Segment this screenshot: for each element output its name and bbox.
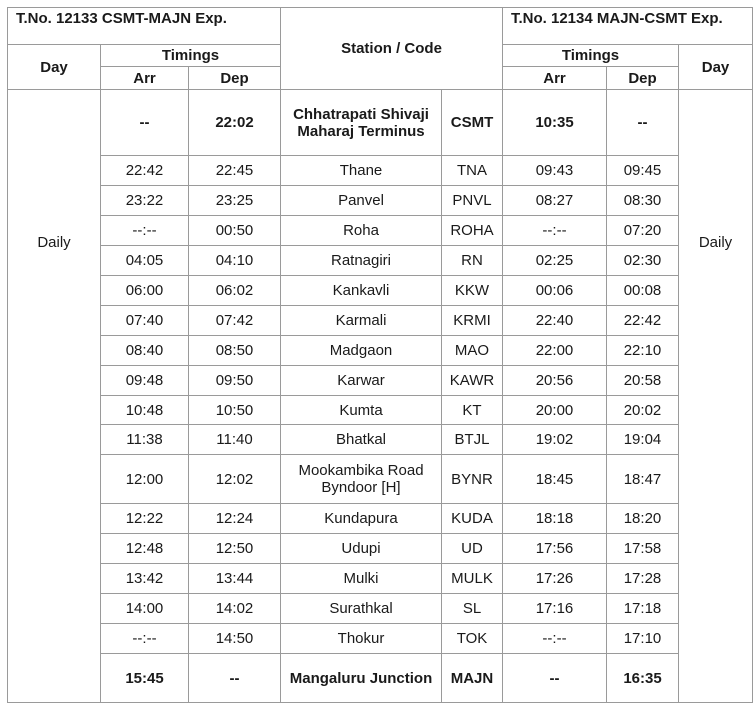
arr-up-cell: -- (503, 654, 607, 703)
train-up-title: T.No. 12134 MAJN-CSMT Exp. (503, 8, 753, 45)
timings-header-left: Timings (101, 45, 281, 67)
arr-up-cell: 08:27 (503, 186, 607, 216)
dep-down-cell: 14:50 (189, 624, 281, 654)
station-code-cell: SL (442, 594, 503, 624)
dep-up-cell: 20:58 (607, 366, 679, 396)
station-row (8, 564, 753, 594)
dep-down-cell: 22:02 (189, 90, 281, 156)
station-code-cell: MAJN (442, 654, 503, 703)
dep-down-cell: 13:44 (189, 564, 281, 594)
station-name-cell: Karmali (281, 306, 442, 336)
dep-down-cell: 07:42 (189, 306, 281, 336)
train-down-title: T.No. 12133 CSMT-MAJN Exp. (8, 8, 281, 45)
arr-down-cell: 07:40 (101, 306, 189, 336)
station-row (8, 504, 753, 534)
timings-header-right: Timings (503, 45, 679, 67)
dep-down-cell: -- (189, 654, 281, 703)
dep-up-cell: 18:47 (607, 455, 679, 504)
arr-up-cell: 19:02 (503, 425, 607, 455)
arr-down-cell: 08:40 (101, 336, 189, 366)
dep-up-cell: 02:30 (607, 246, 679, 276)
dep-up-cell: 17:58 (607, 534, 679, 564)
station-code-cell: KKW (442, 276, 503, 306)
arr-up-cell: 22:40 (503, 306, 607, 336)
station-name-cell: Kumta (281, 396, 442, 425)
timetable (7, 7, 753, 703)
station-row (8, 246, 753, 276)
arr-up-cell: 17:16 (503, 594, 607, 624)
arr-up-cell: 20:00 (503, 396, 607, 425)
arr-down-cell: 10:48 (101, 396, 189, 425)
station-code-cell: MULK (442, 564, 503, 594)
station-name-cell: Madgaon (281, 336, 442, 366)
dep-up-cell: 08:30 (607, 186, 679, 216)
dep-up-cell: -- (607, 90, 679, 156)
station-name-cell: Mangaluru Junction (281, 654, 442, 703)
arr-down-cell: 23:22 (101, 186, 189, 216)
day-cell-right (679, 396, 753, 703)
station-code-cell: KAWR (442, 366, 503, 396)
arr-down-cell: 12:48 (101, 534, 189, 564)
station-name-cell: Ratnagiri (281, 246, 442, 276)
station-code-cell: TOK (442, 624, 503, 654)
station-row (8, 366, 753, 396)
station-name-cell: Kankavli (281, 276, 442, 306)
day-cell-left (8, 396, 101, 703)
station-name-cell: Mookambika Road Byndoor [H] (281, 455, 442, 504)
station-code-cell: CSMT (442, 90, 503, 156)
station-name-cell: Panvel (281, 186, 442, 216)
arr-down-cell: 13:42 (101, 564, 189, 594)
station-name-cell: Udupi (281, 534, 442, 564)
dep-up-cell: 00:08 (607, 276, 679, 306)
station-row (8, 455, 753, 504)
station-name-cell: Mulki (281, 564, 442, 594)
station-code-cell: MAO (442, 336, 503, 366)
station-code-cell: ROHA (442, 216, 503, 246)
arr-up-cell: 18:45 (503, 455, 607, 504)
dep-header-right: Dep (607, 67, 679, 90)
station-row (8, 336, 753, 366)
arr-up-cell: 20:56 (503, 366, 607, 396)
arr-down-cell: 12:22 (101, 504, 189, 534)
dep-up-cell: 17:10 (607, 624, 679, 654)
station-name-cell: Roha (281, 216, 442, 246)
station-name-cell: Thane (281, 156, 442, 186)
station-row (8, 156, 753, 186)
station-row (8, 216, 753, 246)
station-code-cell: KUDA (442, 504, 503, 534)
station-code-cell: TNA (442, 156, 503, 186)
station-code-cell: BTJL (442, 425, 503, 455)
arr-down-cell: 06:00 (101, 276, 189, 306)
station-row (8, 534, 753, 564)
arr-header-right: Arr (503, 67, 607, 90)
dep-up-cell: 20:02 (607, 396, 679, 425)
dep-up-cell: 09:45 (607, 156, 679, 186)
dep-down-cell: 09:50 (189, 366, 281, 396)
arr-down-cell: 11:38 (101, 425, 189, 455)
arr-down-cell: 12:00 (101, 455, 189, 504)
arr-down-cell: --:-- (101, 216, 189, 246)
arr-down-cell: -- (101, 90, 189, 156)
dep-down-cell: 12:50 (189, 534, 281, 564)
station-name-cell: Surathkal (281, 594, 442, 624)
station-row (8, 396, 753, 425)
dep-up-cell: 17:28 (607, 564, 679, 594)
station-code-header: Station / Code (281, 8, 503, 90)
station-row (8, 306, 753, 336)
station-code-cell: UD (442, 534, 503, 564)
dep-up-cell: 07:20 (607, 216, 679, 246)
station-code-cell: KT (442, 396, 503, 425)
dep-down-cell: 11:40 (189, 425, 281, 455)
arr-up-cell: --:-- (503, 624, 607, 654)
station-row (8, 594, 753, 624)
station-row (8, 654, 753, 703)
dep-up-cell: 18:20 (607, 504, 679, 534)
station-row (8, 425, 753, 455)
dep-down-cell: 04:10 (189, 246, 281, 276)
station-row (8, 624, 753, 654)
arr-up-cell: 10:35 (503, 90, 607, 156)
station-code-cell: BYNR (442, 455, 503, 504)
dep-header-left: Dep (189, 67, 281, 90)
station-code-cell: PNVL (442, 186, 503, 216)
station-name-cell: Bhatkal (281, 425, 442, 455)
arr-up-cell: 17:26 (503, 564, 607, 594)
dep-down-cell: 00:50 (189, 216, 281, 246)
dep-up-cell: 22:42 (607, 306, 679, 336)
arr-up-cell: --:-- (503, 216, 607, 246)
station-code-cell: RN (442, 246, 503, 276)
station-row (8, 276, 753, 306)
dep-down-cell: 22:45 (189, 156, 281, 186)
station-name-cell: Kundapura (281, 504, 442, 534)
dep-up-cell: 16:35 (607, 654, 679, 703)
dep-down-cell: 14:02 (189, 594, 281, 624)
station-name-cell: Thokur (281, 624, 442, 654)
arr-up-cell: 18:18 (503, 504, 607, 534)
day-header-left: Day (8, 45, 101, 90)
station-code-cell: KRMI (442, 306, 503, 336)
arr-down-cell: --:-- (101, 624, 189, 654)
arr-down-cell: 22:42 (101, 156, 189, 186)
dep-down-cell: 10:50 (189, 396, 281, 425)
arr-up-cell: 00:06 (503, 276, 607, 306)
dep-up-cell: 17:18 (607, 594, 679, 624)
arr-down-cell: 09:48 (101, 366, 189, 396)
station-name-cell: Chhatrapati Shivaji Maharaj Terminus (281, 90, 442, 156)
day-cell-right: Daily (679, 90, 753, 396)
arr-down-cell: 15:45 (101, 654, 189, 703)
day-cell-left: Daily (8, 90, 101, 396)
arr-down-cell: 04:05 (101, 246, 189, 276)
station-row (8, 90, 753, 156)
arr-up-cell: 02:25 (503, 246, 607, 276)
dep-down-cell: 06:02 (189, 276, 281, 306)
arr-up-cell: 22:00 (503, 336, 607, 366)
dep-up-cell: 22:10 (607, 336, 679, 366)
station-name-cell: Karwar (281, 366, 442, 396)
station-row (8, 186, 753, 216)
dep-down-cell: 08:50 (189, 336, 281, 366)
arr-down-cell: 14:00 (101, 594, 189, 624)
dep-up-cell: 19:04 (607, 425, 679, 455)
dep-down-cell: 23:25 (189, 186, 281, 216)
dep-down-cell: 12:24 (189, 504, 281, 534)
day-header-right: Day (679, 45, 753, 90)
arr-up-cell: 17:56 (503, 534, 607, 564)
arr-header-left: Arr (101, 67, 189, 90)
arr-up-cell: 09:43 (503, 156, 607, 186)
dep-down-cell: 12:02 (189, 455, 281, 504)
